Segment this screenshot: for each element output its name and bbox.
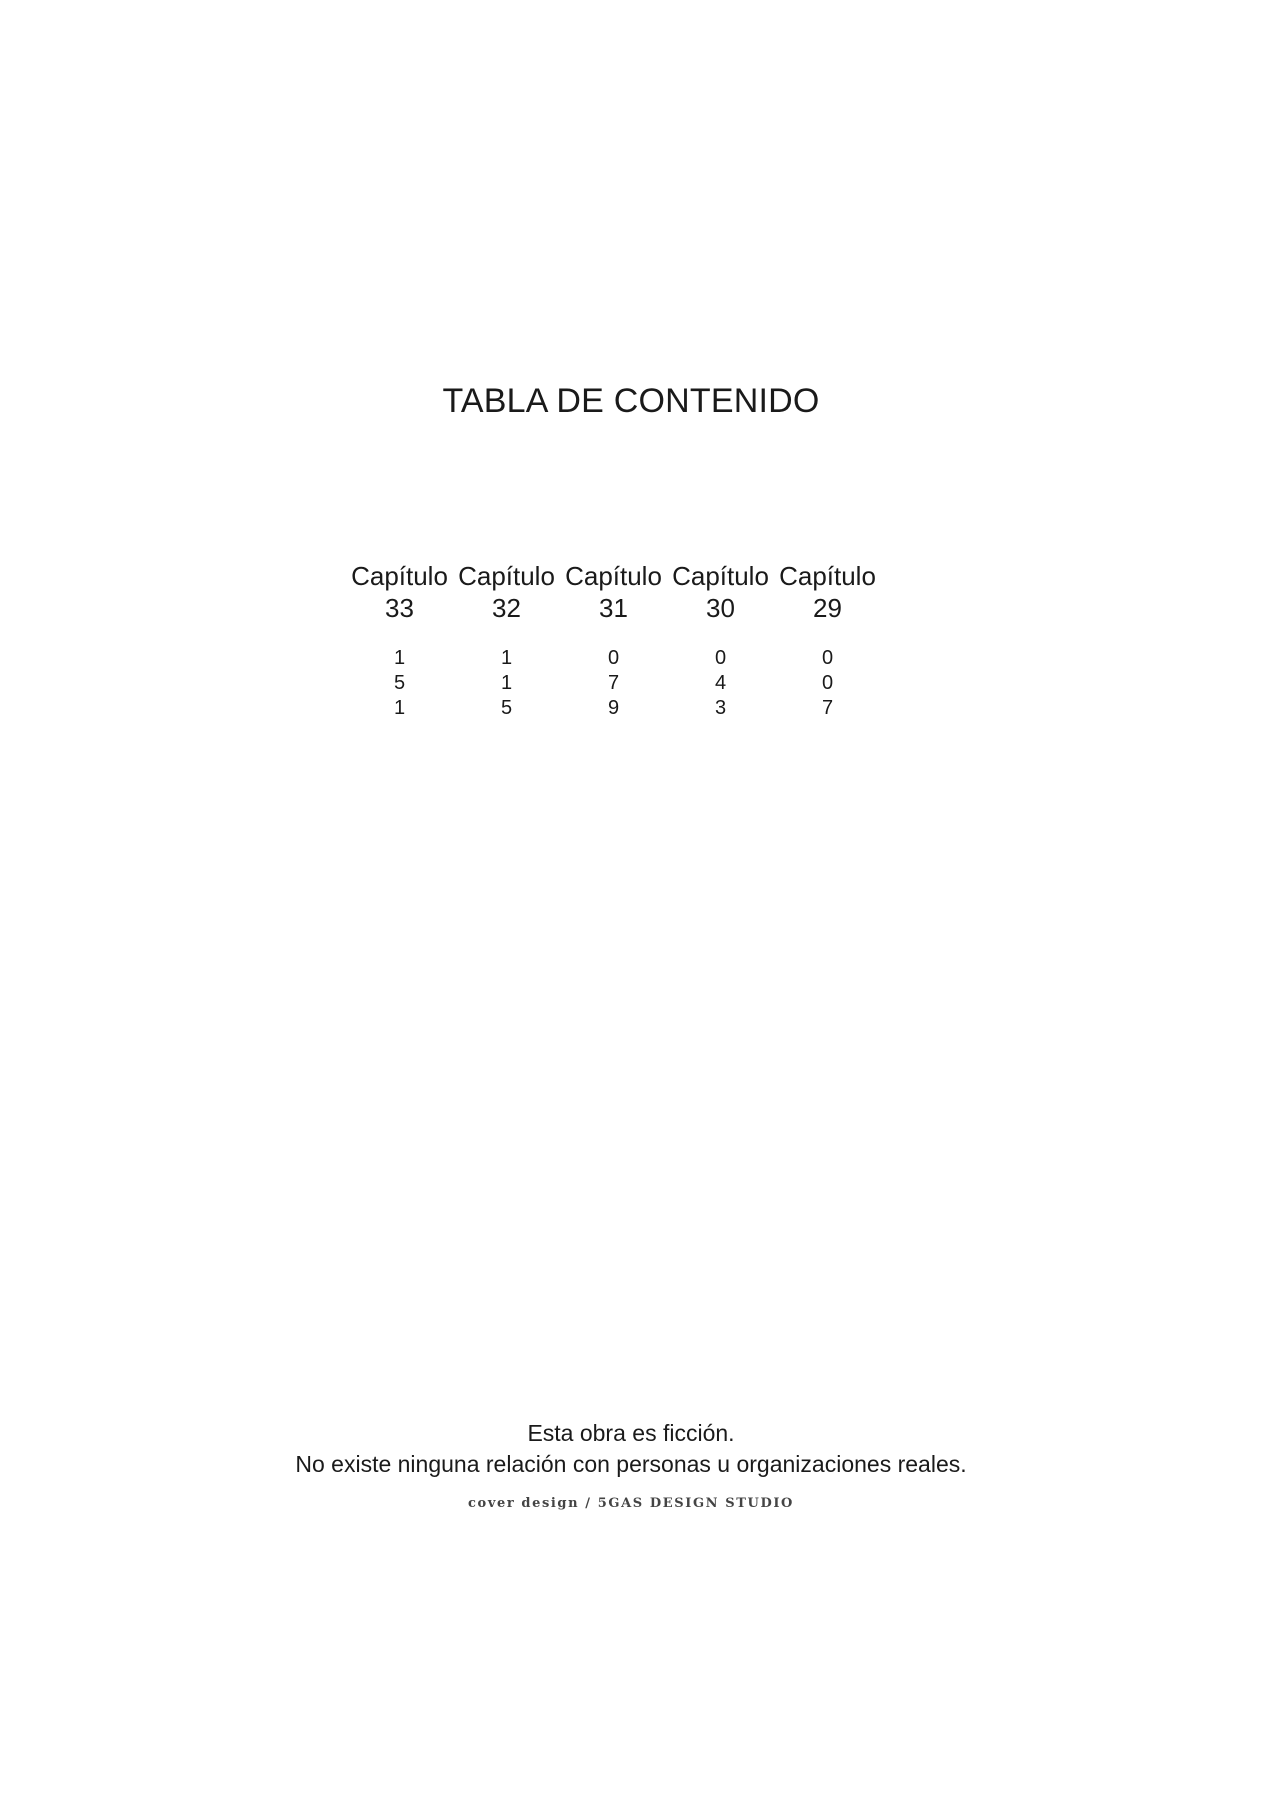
disclaimer-line-2: No existe ninguna relación con personas u organizaciones reales. <box>295 1451 967 1477</box>
page-digit: 1 <box>500 672 513 694</box>
chapter-number: 29 <box>813 593 842 623</box>
page-digit: 0 <box>821 647 834 669</box>
page-digit: 1 <box>393 647 406 669</box>
page-digit: 0 <box>607 647 620 669</box>
chapter-label: Capítulo <box>458 561 555 591</box>
page-digit: 3 <box>714 697 727 719</box>
chapter-label: Capítulo <box>779 561 876 591</box>
page-digit: 4 <box>714 672 727 694</box>
page-digit: 1 <box>500 647 513 669</box>
page-number <box>346 646 453 721</box>
fiction-disclaimer <box>0 1418 1262 1480</box>
page-number <box>774 646 881 721</box>
chapter-number: 30 <box>706 593 735 623</box>
chapter-number: 31 <box>599 593 628 623</box>
toc-entry-chapter-30[interactable] <box>667 560 774 721</box>
toc-entry-chapter-32[interactable] <box>453 560 560 721</box>
cover-design-credit: cover design / 5GAS DESIGN STUDIO <box>468 1496 794 1511</box>
toc-entry-chapter-29[interactable] <box>774 560 881 721</box>
toc-entry-chapter-31[interactable] <box>560 560 667 721</box>
page-number <box>667 646 774 721</box>
chapter-label: Capítulo <box>565 561 662 591</box>
chapter-label: Capítulo <box>672 561 769 591</box>
page-number <box>560 646 667 721</box>
page-number <box>453 646 560 721</box>
page-digit: 1 <box>393 697 406 719</box>
toc-entry-chapter-33[interactable] <box>346 560 453 721</box>
page-digit: 0 <box>714 647 727 669</box>
chapter-label: Capítulo <box>351 561 448 591</box>
disclaimer-line-1: Esta obra es ficción. <box>527 1420 735 1446</box>
page-digit: 5 <box>393 672 406 694</box>
page-digit: 7 <box>607 672 620 694</box>
page-title: TABLA DE CONTENIDO <box>442 382 820 420</box>
chapter-number: 33 <box>385 593 414 623</box>
table-of-contents <box>346 560 881 721</box>
page-digit: 7 <box>821 697 834 719</box>
chapter-number: 32 <box>492 593 521 623</box>
page-digit: 9 <box>607 697 620 719</box>
page-digit: 0 <box>821 672 834 694</box>
page-digit: 5 <box>500 697 513 719</box>
